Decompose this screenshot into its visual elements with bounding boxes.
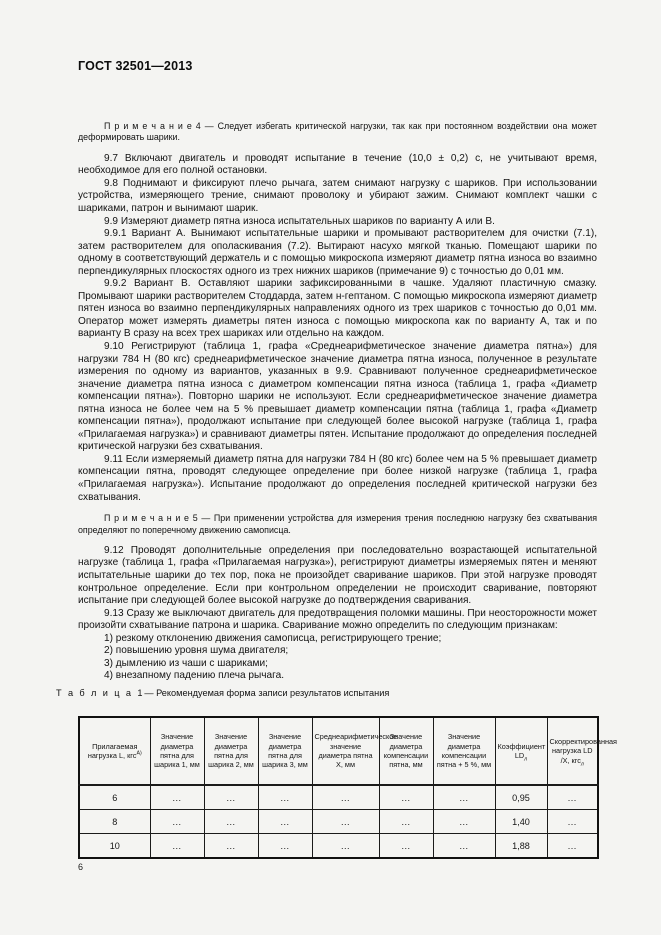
note-5: П р и м е ч а н и е 5 — При применении устройства для измерения трения последнюю нагрузку без схватывания определяют по поперечному движению самописца. (78, 513, 597, 535)
col-header-ball-3-diameter: Значение диаметра пятна для шарика 3, мм (258, 717, 312, 785)
cell-comp: ... (379, 810, 433, 834)
table-caption-text: Рекомендуемая форма записи результатов испытания (156, 688, 390, 698)
footnote-marker: А) (136, 750, 142, 757)
col-header-ball-1-diameter: Значение диаметра пятна для шарика 1, мм (150, 717, 204, 785)
cell-ball2: ... (204, 810, 258, 834)
cell-corrected: ... (547, 810, 598, 834)
cell-comp5: ... (433, 810, 495, 834)
paragraph-9-11: 9.11 Если измеряемый диаметр пятна для нагрузки 784 Н (80 кгс) более чем на 5 % превышает диаметр компенсации пятна, проводят следующее определение при более низкой нагрузке (таблица 1, графа «Прилагаемая нагрузка»). Испытание продолжают до определения последней критической нагрузки без схватывания. (78, 453, 597, 503)
list-item: 3) дымлению из чаши с шариками; (104, 657, 268, 669)
col-header-corrected-load: Скорректированная нагрузка LD /X, кгс$_л$ (547, 717, 598, 785)
table-row (79, 810, 598, 834)
list-item: 4) внезапному падению плеча рычага. (104, 670, 285, 682)
paragraph-9-9-2: 9.9.2 Вариант В. Оставляют шарики зафиксированными в чашке. Удаляют пластичную смазку. Промывают шарики растворителем Стоддарда, затем н-гептаном. С помощью микроскопа измеряют диаметр пятен износа во взаимно перпендикулярных направлениях одного из трех шариков с точностью до 0,01 мм. Оператор может измерять диаметры пятен износа с помощью микроскопа как по варианту А, так и по варианту В сразу на всех трех шариках или отдельно на каждом. (78, 278, 597, 340)
cell-comp5: ... (433, 785, 495, 810)
cell-ball1: ... (150, 834, 204, 859)
cell-ball2: ... (204, 785, 258, 810)
col-header-compensation-diameter: Значение диаметра компенсации пятна, мм (379, 717, 433, 785)
list-item: 2) повышению уровня шума двигателя; (104, 645, 289, 657)
cell-load: 10 (79, 834, 150, 859)
cell-comp5: ... (433, 834, 495, 859)
col-header-compensation-diameter-plus-5: Значение диаметра компенсации пятна + 5 %, мм (433, 717, 495, 785)
cell-ball3: ... (258, 810, 312, 834)
table-row (79, 834, 598, 859)
document-body (78, 112, 597, 683)
col-header-applied-load: Прилагаемая нагрузка L, кгс$^{А)}$ (79, 717, 150, 785)
coefficient-subscript: л (524, 756, 528, 763)
cell-ball2: ... (204, 834, 258, 859)
table-caption-label: Т а б л и ц а 1 (56, 688, 145, 698)
cell-load: 8 (79, 810, 150, 834)
cell-coefficient: 0,95 (495, 785, 547, 810)
cell-avg: ... (312, 785, 379, 810)
page-number: 6 (78, 862, 84, 872)
col-header-average-diameter: Среднеарифметическое значение диаметра пятна X, мм (312, 717, 379, 785)
cell-avg: ... (312, 810, 379, 834)
cell-comp: ... (379, 834, 433, 859)
cell-coefficient: 1,88 (495, 834, 547, 859)
cell-avg: ... (312, 834, 379, 859)
paragraph-9-10: 9.10 Регистрируют (таблица 1, графа «Среднеарифметическое значение диаметра пятна») для нагрузки 784 Н (80 кгс) среднеарифметическое значение диаметра пятна износа, полученное в результате измерения по одному из вариантов, указанных в 9.9. Сравнивают полученное среднеарифметическое значение диаметра пятна износа с диаметром компенсации пятна износа (таблица 1, графа «Диаметр компенсации пятна»). Повторно шарики не используют. Если среднеарифметическое значение диаметра пятна износа не более чем на 5 % превышает диаметр компенсации пятна (таблица 1, графа «Диаметр компенсации пятна»), продолжают испытание при следующей более высокой нагрузке (таблица 1, графа «Прилагаемая нагрузка») и сравнивают диаметры пятен. Испытание продолжают до определения последней критической нагрузки без схватывания. (78, 341, 597, 453)
paragraph-9-9-1: 9.9.1 Вариант А. Вынимают испытательные шарики и промывают растворителем для очистки (7.1), затем растворителем для ополаскивания (7.2). Вытирают насухо мягкой тканью. Помещают шарики по одному в соответствующий держатель и с помощью микроскопа измеряют диаметр пятна износа во взаимно перпендикулярных плоскостях одного из трех нижних шариков (примечание 9) с точностью до 0,01 мм. (78, 228, 597, 277)
results-table (78, 716, 618, 859)
note-4: П р и м е ч а н и е 4 — Следует избегать критической нагрузки, так как при постоянном воздействии она может деформировать шарики. (78, 121, 597, 143)
cell-load: 6 (79, 785, 150, 810)
list-item: 1) резкому отклонению движения самописца, регистрирующего трение; (104, 632, 442, 644)
cell-corrected: ... (547, 834, 598, 859)
cell-comp: ... (379, 785, 433, 810)
table-row (79, 785, 598, 810)
cell-corrected: ... (547, 785, 598, 810)
paragraph-9-9: 9.9 Измеряют диаметр пятна износа испытательных шариков по варианту А или В. (104, 215, 495, 227)
col-header-coefficient: Коэффициент $LD_л$ (495, 717, 547, 785)
table-header-row (79, 717, 598, 785)
paragraph-9-13: 9.13 Сразу же выключают двигатель для предотвращения поломки машины. При неосторожности может произойти схватывание патрона и шарика. Сваривание можно определить по следующим признакам: (78, 607, 597, 632)
cell-coefficient: 1,40 (495, 810, 547, 834)
paragraph-9-12: 9.12 Проводят дополнительные определения при последовательно возрастающей испытательной нагрузке (таблица 1, графа «Прилагаемая нагрузка»), регистрируют диаметры измеряемых пятен и меняют испытательные шарики до тех пор, пока не произойдет сваривание шариков. При этой нагрузке проводят контрольное определение. Если при контрольном определении не происходит сваривание, повторяют испытание при следующей более высокой нагрузке до подтверждения сваривания. (78, 544, 597, 607)
table-caption-dash: — (144, 688, 154, 698)
cell-ball3: ... (258, 785, 312, 810)
cell-ball3: ... (258, 834, 312, 859)
col-header-ball-2-diameter: Значение диаметра пятна для шарика 2, мм (204, 717, 258, 785)
paragraph-9-8: 9.8 Поднимают и фиксируют плечо рычага, затем снимают нагрузку с шариков. При использовании устройства, измеряющего трение, снимают проволоку и убирают зажим. Снимают комплект чашки с шариками, патрон и вынимают шарик. (78, 177, 597, 214)
paragraph-9-7: 9.7 Включают двигатель и проводят испытание в течение (10,0 ± 0,2) с, не учитывают время, необходимое для его полной остановки. (78, 152, 597, 177)
page-header-standard-id: ГОСТ 32501—2013 (78, 59, 193, 73)
cell-ball1: ... (150, 785, 204, 810)
cell-ball1: ... (150, 810, 204, 834)
corrected-load-subscript: л (580, 761, 584, 768)
table-caption (56, 688, 389, 698)
